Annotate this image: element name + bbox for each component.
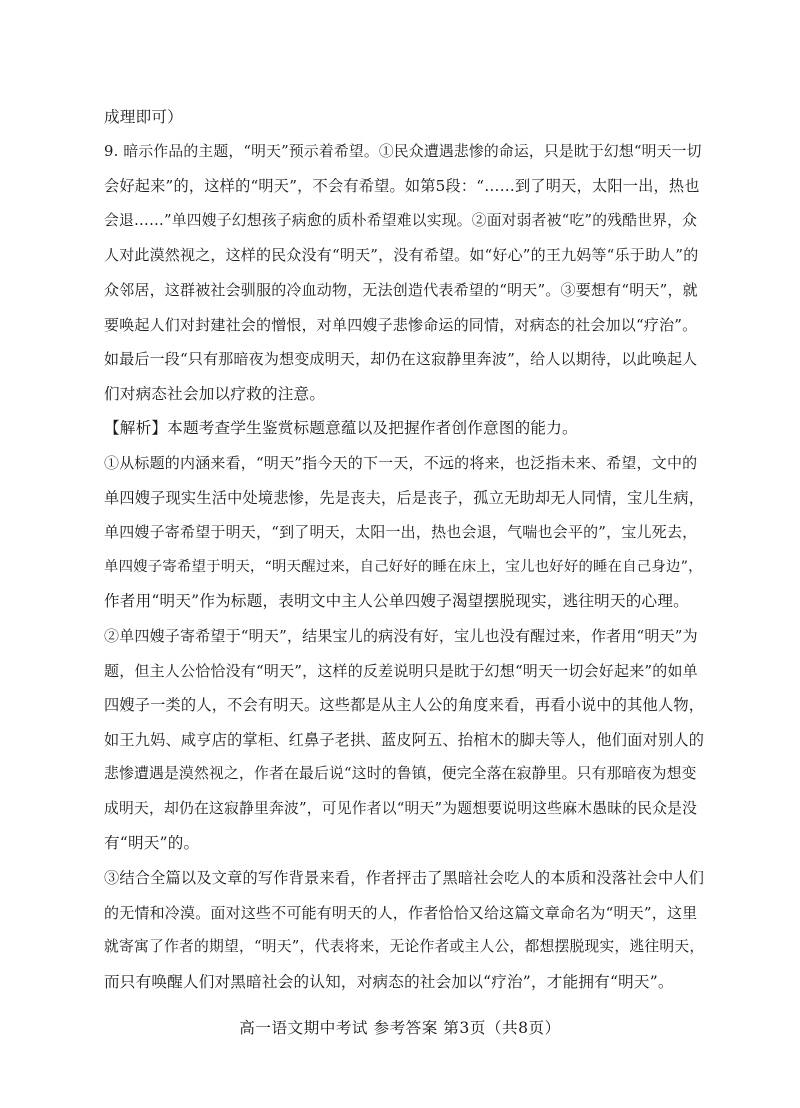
text-line: 单四嫂子寄希望于明天，“到了明天，太阳一出，热也会退，气喘也会平的”，宝儿死去， <box>104 523 698 542</box>
text-line: 如最后一段“只有那暗夜为想变成明天，却仍在这寂静里奔波”，给人以期待，以此唤起人 <box>104 350 698 369</box>
text-line: 单四嫂子寄希望于明天，“明天醒过来，自己好好的睡在床上，宝儿也好好的睡在自己身边”， <box>104 558 703 575</box>
text-line: 四嫂子一类的人，不会有明天。这些都是从主人公的角度来看，再看小说中的其他人物， <box>104 696 705 715</box>
text-line: 如王九妈、咸亨店的掌柜、红鼻子老拱、蓝皮阿五、抬棺木的脚夫等人，他们面对别人的 <box>104 730 705 749</box>
text-line: 的无情和冷漠。面对这些不可能有明天的人，作者恰恰又给这篇文章命名为“明天”，这里 <box>104 903 698 922</box>
text-line: 要唤起人们对封建社会的憎恨，对单四嫂子悲惨命运的同情，对病态的社会加以“疗治”。 <box>104 315 698 334</box>
text-line: 而只有唤醒人们对黑暗社会的认知，对病态的社会加以“疗治”，才能拥有“明天”。 <box>104 972 674 991</box>
text-line: 9. 暗示作品的主题，“明天”预示着希望。①民众遭遇悲惨的命运，只是眈于幻想“明天一切 <box>104 142 702 160</box>
text-line: 成明天，却仍在这寂静里奔波”，可见作者以“明天”为题想要说明这些麻木愚昧的民众是没 <box>104 799 698 817</box>
text-line: 会好起来”的，这样的“明天”，不会有希望。如第5段：“……到了明天，太阳一出，热也 <box>104 177 700 196</box>
text-line: 有“明天”的。 <box>104 834 200 853</box>
page-footer: 高一语文期中考试 参考答案 第3页（共8页） <box>239 1019 561 1037</box>
answer-paragraphs <box>104 100 704 999</box>
text-line: 众邻居，这群被社会驯服的冷血动物，无法创造代表希望的“明天”。③要想有“明天”，就 <box>104 280 698 299</box>
analysis-heading: 【解析】本题考查学生鉴赏标题意蕴以及把握作者创作意图的能力。 <box>104 419 578 438</box>
text-line: ①从标题的内涵来看，“明天”指今天的下一天，不远的将来，也泛指未来、希望，文中的 <box>104 453 698 472</box>
text-line: 成理即可） <box>104 108 183 126</box>
text-line: 单四嫂子现实生活中处境悲惨，先是丧夫，后是丧子，孤立无助却无人同情，宝儿生病， <box>104 488 705 507</box>
text-line: 人对此漠然视之，这样的民众没有“明天”，没有希望。如“好心”的王九妈等“乐于助人”的 <box>104 246 699 265</box>
text-line: 就寄寓了作者的期望，“明天”，代表将来，无论作者或主人公，都想摆脱现实，逃往明天， <box>104 938 705 956</box>
text-line: 会退……”单四嫂子幻想孩子病愈的质朴希望难以实现。②面对弱者被“吃”的残酷世界，众 <box>104 211 698 229</box>
text-line: 们对病态社会加以疗救的注意。 <box>104 384 326 403</box>
text-line: ③结合全篇以及文章的写作背景来看，作者抨击了黑暗社会吃人的本质和没落社会中人们 <box>104 869 705 888</box>
answer-text-body <box>104 100 704 999</box>
text-line: 作者用“明天”作为标题，表明文中主人公单四嫂子渴望摆脱现实，逃往明天的心理。 <box>104 592 689 611</box>
text-line: 悲惨遭遇是漠然视之，作者在最后说“这时的鲁镇，便完全落在寂静里。只有那暗夜为想变 <box>104 765 697 783</box>
text-line: 题，但主人公恰恰没有“明天”，这样的反差说明只是眈于幻想“明天一切会好起来”的如单 <box>104 661 698 680</box>
text-line: ②单四嫂子寄希望于“明天”，结果宝儿的病没有好，宝儿也没有醒过来，作者用“明天”为 <box>104 626 698 645</box>
